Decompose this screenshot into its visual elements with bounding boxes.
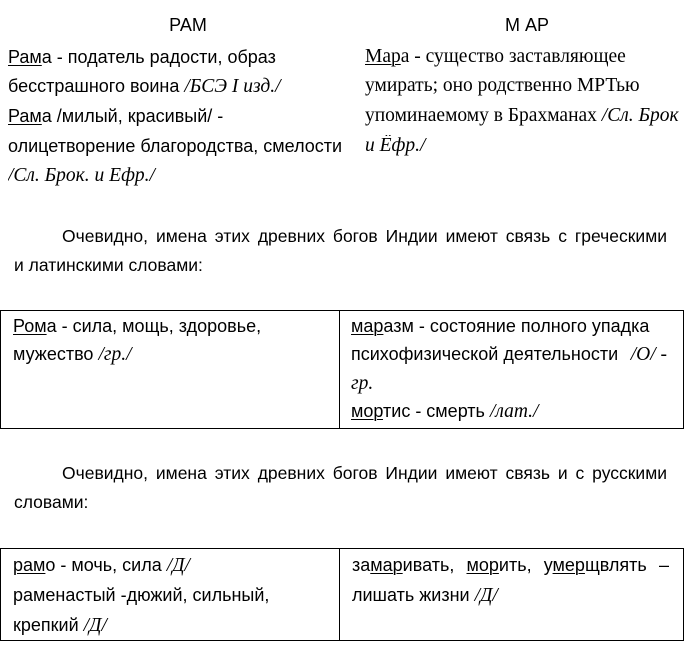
entry-text: тис - смерть [383,401,490,421]
table-russian [0,548,684,641]
ram-line-1 [8,46,276,68]
ram-line-5 [8,164,155,186]
word-prefix: за [352,555,371,575]
mar-line-3 [365,105,684,127]
entry-text: а - существо заставляющее [400,46,626,67]
paragraph-greek-latin-line-2: и латинскими словами: [14,255,203,275]
entry-text: о - мочь, сила [45,555,167,575]
entry-text: лишать жизни [352,585,475,605]
entry-text: а - податель радости, образ [41,47,276,67]
table-greek-right-line-4 [351,400,538,422]
root-mar: Мар [365,46,401,67]
mar-line-1 [365,46,684,68]
entry-text: а - сила, мощь, здоровье, [46,316,262,336]
root-ram: Рам [8,106,42,126]
table-russian-left-line-1 [13,554,190,576]
source-reference: /Д/ [83,615,107,636]
dash: – [658,555,669,575]
source-reference: и Ёфр./ [365,135,426,156]
source-reference: /Сл. Брок [601,105,679,126]
paragraph-russian-line-2: словами: [14,492,89,512]
entry-text: психофизической деятельности [351,344,619,364]
header-ram: РАМ [169,15,207,35]
entry-text: крепкий [13,615,84,635]
ram-line-2 [8,75,281,97]
paragraph-russian-line-1: Очевидно, имена этих древних богов Индии имеют связь и с русскими [62,463,667,483]
table-greek-right-line-3 [351,372,373,394]
word-suffix: ить, [498,555,532,575]
table-greek-latin [0,310,684,429]
word-suffix: ивать, [402,555,455,575]
word-prefix: у [543,555,553,575]
entry-text: умирать; оно родственно МРТью [365,75,640,96]
right-column-mar [365,0,684,200]
source-reference: /Сл. Брок. и Ефр./ [8,165,155,186]
table-column-divider [339,549,340,640]
ram-line-3 [8,105,223,127]
entry-text: а /милый, красивый/ - [41,106,224,126]
root-ram: рам [13,555,46,575]
table-greek-right-line-2 [351,343,667,365]
entry-text: азм - состояние полного упадка [383,316,650,336]
left-column-ram [8,0,358,200]
entry-text: бесстрашного воина [8,76,185,96]
word-suffix: щвлять [584,555,647,575]
word-morit [466,554,531,576]
source-reference: /Д/ [474,585,498,606]
root-mer: мер [552,555,585,575]
source-reference: /О/ - [630,344,667,365]
source-reference: /гр./ [98,344,132,365]
table-greek-left-line-1 [13,315,261,337]
entry-text: олицетворение благородства, смелости [8,136,343,156]
table-column-divider [339,311,340,428]
word-umershchvlyat [544,554,647,576]
table-russian-left-line-2 [13,584,269,606]
source-reference: /лат./ [489,401,539,422]
root-ram: Рам [8,47,42,67]
source-reference: гр. [351,373,374,394]
root-mor: мор [466,555,499,575]
root-mar: мар [351,316,384,336]
mar-line-2 [365,75,684,97]
table-russian-right-line-1 [352,554,669,576]
ram-line-4 [8,135,342,157]
entry-text: раменастый -дюжий, сильный, [13,585,270,605]
entry-text: упоминаемому в Брахманах [365,105,602,126]
table-greek-right-line-1 [351,315,649,337]
table-russian-right-line-2 [352,584,498,606]
mar-line-4 [365,135,684,157]
root-mor: мор [351,401,384,421]
header-mar: М АР [504,15,549,35]
root-rom: Ром [13,316,47,336]
root-mar: мар [370,555,403,575]
paragraph-greek-latin-line-1: Очевидно, имена этих древних богов Индии имеют связь с греческими [62,226,667,246]
table-russian-left-line-3 [13,614,107,636]
source-reference: /БСЭ I изд./ [184,76,281,97]
entry-text: мужество [13,344,99,364]
source-reference: /Д/ [166,555,190,576]
word-zamarivat [352,554,454,576]
table-greek-left-line-2 [13,343,132,365]
